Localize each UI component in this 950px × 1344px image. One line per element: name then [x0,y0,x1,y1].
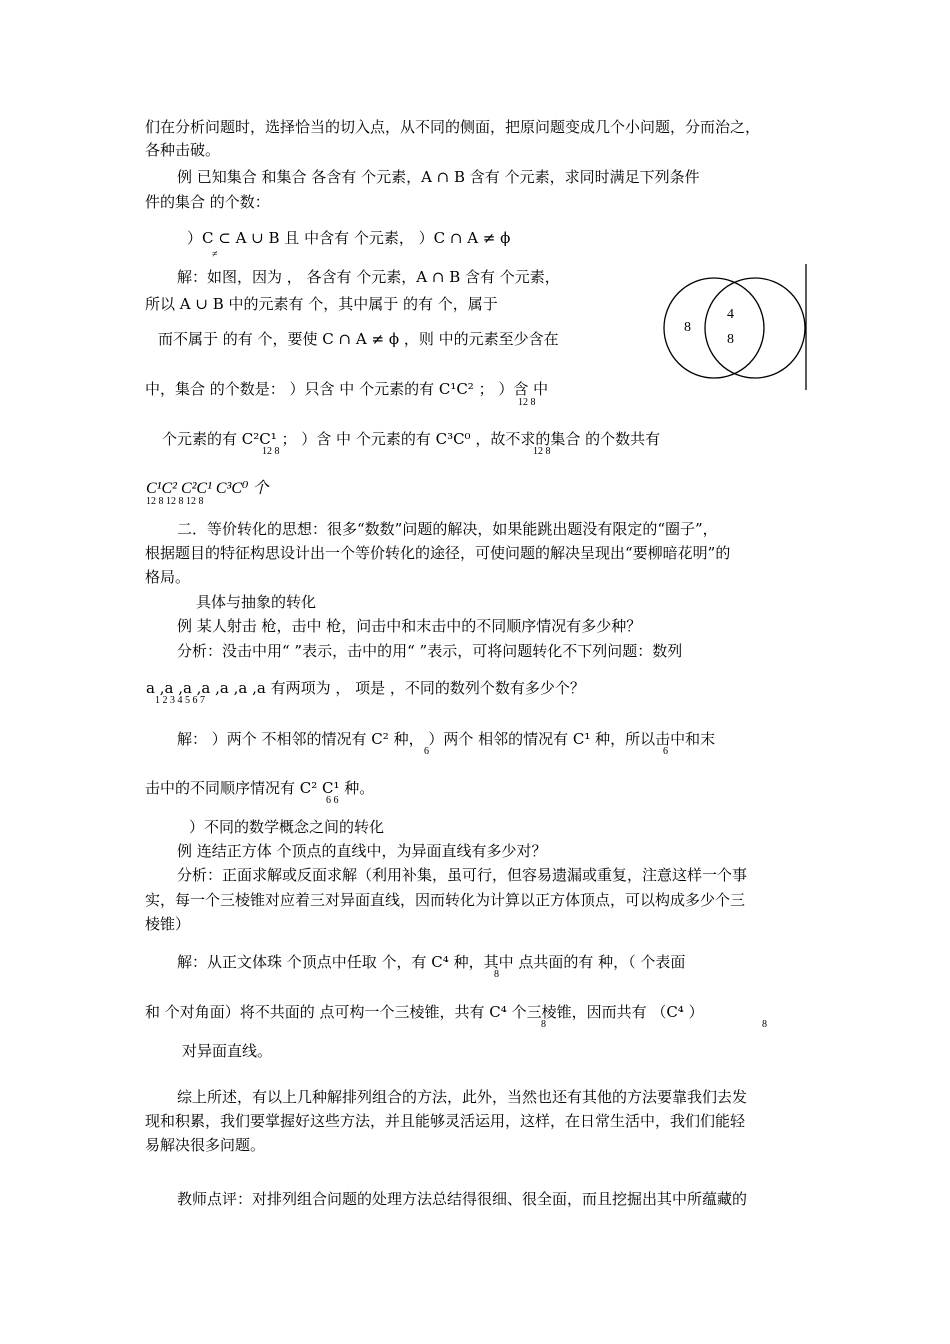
combination-subscript: 6 [663,746,668,757]
example-1-statement: 例 已知集合 和集合 各含有 个元素，A ∩ B 含有 个元素，求同时满足下列条件 [177,168,700,186]
teacher-comment: 教师点评：对排列组合问题的处理方法总结得很细、很全面，而且挖掘出其中所蕴藏的 [177,1190,748,1208]
text-line: 棱锥） [145,915,191,933]
text-line: 对异面直线。 [182,1042,273,1060]
text-line: 们在分析问题时，选择恰当的切入点，从不同的侧面，把原问题变成几个小问题，分而治之， [145,118,761,136]
subsection-heading: 具体与抽象的转化 [196,593,317,611]
sequence-subscripts: 1 2 3 4 5 6 7 [155,695,205,706]
text-line: 根据题目的特征构思设计出一个等价转化的途径，可使问题的解决呈现出“要柳暗花明”的 [145,544,731,562]
solution-line: 所以 A ∪ B 中的元素有 个，其中属于 的有 个，属于 [145,295,498,313]
solution-line: 解： ）两个 不相邻的情况有 C² 种， ）两个 相邻的情况有 C¹ 种，所以击中和末 [177,730,716,748]
subsection-heading: ）不同的数学概念之间的转化 [189,818,385,836]
sequence-line: a ,a ,a ,a ,a ,a ,a 有两项为 ， 项是 ，不同的数列个数有多少个？ [146,679,585,697]
subset-neq-mark: ≠ [212,249,218,260]
venn-label-left: 8 [684,320,691,335]
analysis-line: 分析：正面求解或反面求解（利用补集，虽可行，但容易遗漏或重复，注意这样一个事 [177,866,748,884]
venn-label-overlap-top: 4 [727,307,734,322]
example-3-statement: 例 连结正方体 个顶点的直线中，为异面直线有多少对？ [177,842,547,860]
analysis-line: 分析：没击中用“ ”表示，击中的用“ ”表示，可将问题转化不下列问题：数列 [177,642,683,660]
text-line: 各种击破。 [145,141,221,159]
example-2-statement: 例 某人射击 枪，击中 枪，问击中和末击中的不同顺序情况有多少种？ [177,617,642,635]
summary-line: 综上所述，有以上几种解排列组合的方法，此外，当然也还有其他的方法要靠我们去发 [177,1088,748,1106]
combination-subscript: 6 6 [326,795,339,806]
summary-line: 现和积累，我们要掌握好这些方法，并且能够灵活运用，这样，在日常生活中，我们们能轻 [145,1112,746,1130]
combination-subscript: 6 [424,746,429,757]
section-heading: 二．等价转化的思想：很多“数数”问题的解决，如果能跳出题没有限定的“圈子”， [177,520,718,538]
combination-subscript: 8 [541,1019,546,1030]
solution-line: 击中的不同顺序情况有 C² C¹ 种。 [145,779,375,797]
combination-subscript: 12 8 12 8 12 8 [146,496,204,507]
combination-subscript: 12 8 [262,446,280,457]
solution-line: 而不属于 的有 个，要使 C ∩ A ≠ ϕ ，则 中的元素至少含在 [158,330,559,348]
text-line: 实，每一个三棱锥对应着三对异面直线，因而转化为计算以正方体顶点，可以构成多少个三 [145,891,746,909]
solution-line: 和 个对角面）将不共面的 点可构一个三棱锥，共有 C⁴ 个三棱锥，因而共有 （C⁴ ） [145,1003,704,1021]
solution-line: 个元素的有 C²C¹ ； ）含 中 个元素的有 C³C⁰ ，故不求的集合 的个数共有 [162,430,661,448]
combination-subscript: 12 8 [518,397,536,408]
combination-sum: C¹C² C²C¹ C³C⁰ 个 [146,480,269,497]
condition-line: ）C ⊂ A ∪ B 且 中含有 个元素， ）C ∩ A ≠ ϕ [187,229,511,247]
text-line: 件的集合 的个数： [145,193,270,211]
solution-line: 解：从正文体珠 个顶点中任取 个，有 C⁴ 种，其中 点共面的有 种，（ 个表面 [177,953,686,971]
text-line: 格局。 [145,568,191,586]
combination-subscript: 8 [494,969,499,980]
summary-line: 易解决很多问题。 [145,1136,266,1154]
venn-label-overlap-bottom: 8 [727,332,734,347]
venn-circle-left [664,278,764,378]
solution-line: 中，集合 的个数是： ）只含 中 个元素的有 C¹C² ； ）含 中 [145,380,549,398]
venn-diagram [660,262,812,394]
combination-subscript: 12 8 [533,446,551,457]
combination-subscript: 8 [762,1019,767,1030]
solution-line: 解：如图，因为 ， 各含有 个元素，A ∩ B 含有 个元素， [177,268,560,286]
venn-circle-right [705,278,805,378]
